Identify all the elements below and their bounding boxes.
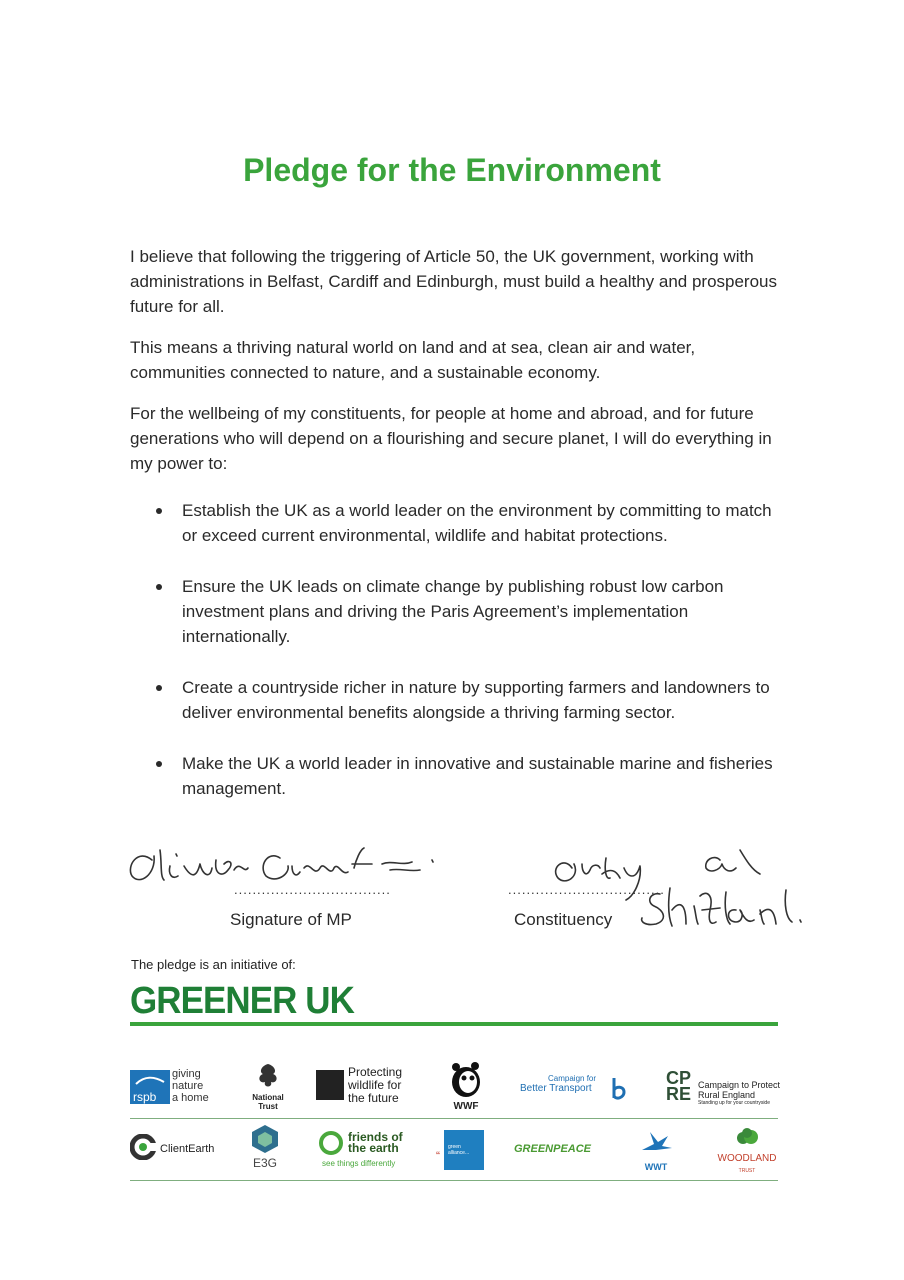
- clientearth-c-icon: [130, 1134, 156, 1160]
- cpre-abbr: RE: [666, 1084, 692, 1104]
- wildlife-trusts-line: wildlife for: [348, 1078, 402, 1092]
- wwf-logo: [446, 1060, 486, 1114]
- mp-signature-line: ..................................: [234, 882, 391, 897]
- page-title: Pledge for the Environment: [243, 152, 661, 188]
- logo-divider: [130, 1180, 778, 1181]
- better-transport-line: Campaign for: [548, 1074, 597, 1083]
- greenpeace-text: GREENPEACE: [514, 1143, 592, 1155]
- mp-signature-label: Signature of MP: [230, 910, 352, 929]
- woodland-trust-logo: [712, 1128, 782, 1174]
- cpre-line: Campaign to Protect: [698, 1080, 781, 1090]
- signature-section: [120, 830, 850, 940]
- paragraph: I believe that following the triggering of Article 50, the UK government, working with administrations in Belfast, Cardiff and Edinburgh, must build a healthy and prosperous future for all.: [130, 247, 778, 316]
- foe-line: friends of: [348, 1130, 403, 1144]
- initiative-text: The pledge is an initiative of:: [131, 957, 296, 972]
- national-trust-logo: [246, 1062, 290, 1114]
- constituency-label: Constituency: [514, 910, 613, 929]
- foe-tagline: see things differently: [322, 1159, 396, 1168]
- wildlife-trusts-logo: [316, 1066, 426, 1106]
- rspb-line: giving: [172, 1068, 201, 1080]
- tree-icon: [732, 1128, 762, 1150]
- paragraph: For the wellbeing of my constituents, for people at home and abroad, and for future generations who will depend on a flourishing and secure planet, I will do everything in my power to:: [130, 404, 772, 473]
- cpre-abbr: CP: [666, 1068, 692, 1088]
- wwt-logo: [636, 1128, 676, 1174]
- quote-icon: “: [436, 1149, 440, 1163]
- foe-circle-icon: [318, 1130, 344, 1156]
- pledge-list: [130, 498, 780, 801]
- rspb-bird-icon: [130, 1070, 170, 1104]
- constituency-line: ..................................: [508, 882, 665, 897]
- cpre-tagline: Standing up for your countryside: [698, 1100, 770, 1106]
- clientearth-logo: [130, 1134, 220, 1164]
- wwf-text: WWF: [453, 1101, 479, 1112]
- pledge-item: Create a countryside richer in nature by supporting farmers and landowners to deliver environmental benefits alongside a thriving farming sector.: [130, 675, 780, 725]
- pledge-body: [130, 244, 780, 827]
- pledge-item: Ensure the UK leads on climate change by publishing robust low carbon investment plans and driving the Paris Agreement’s implementation internationally.: [130, 574, 780, 649]
- woodland-line: TRUST: [738, 1168, 756, 1174]
- greener-uk-logo: GREENER UK: [130, 980, 354, 1022]
- wwt-text: WWT: [644, 1162, 668, 1172]
- bird-flight-icon: [638, 1128, 674, 1158]
- green-alliance-line: green: [448, 1144, 461, 1150]
- national-trust-line: Trust: [258, 1102, 278, 1111]
- e3g-text: E3G: [252, 1156, 277, 1170]
- paragraph: This means a thriving natural world on land and at sea, clean air and water, communities connected to nature, and a sustainable economy.: [130, 338, 696, 382]
- rspb-logo: [130, 1066, 230, 1110]
- friends-of-earth-logo: [318, 1130, 418, 1170]
- national-trust-line: National: [252, 1093, 284, 1102]
- rspb-line: nature: [172, 1080, 204, 1092]
- logo-divider: [130, 1118, 778, 1119]
- panda-icon: [448, 1060, 484, 1098]
- wildlife-trusts-badge-icon: [316, 1070, 344, 1100]
- foe-line: the earth: [348, 1141, 399, 1155]
- divider: [130, 1022, 778, 1026]
- green-alliance-logo: [436, 1130, 486, 1170]
- pledge-item: Establish the UK as a world leader on the environment by committing to match or exceed current environmental, wildlife and habitat protections.: [130, 498, 780, 548]
- better-transport-logo: [520, 1074, 632, 1108]
- woodland-line: WOODLAND: [717, 1153, 777, 1164]
- cpre-logo: [666, 1070, 782, 1110]
- oak-leaf-icon: [253, 1062, 283, 1090]
- green-alliance-line: alliance...: [448, 1150, 470, 1156]
- wildlife-trusts-line: Protecting: [348, 1065, 403, 1079]
- clientearth-text: ClientEarth: [160, 1143, 215, 1155]
- b-letter-icon: [610, 1076, 626, 1102]
- rspb-abbr: rspb: [133, 1090, 157, 1104]
- e3g-logo: [248, 1124, 282, 1174]
- hexagon-icon: [250, 1124, 280, 1154]
- better-transport-line: Better Transport: [520, 1083, 592, 1094]
- wildlife-trusts-line: the future: [348, 1091, 399, 1105]
- pledge-item: Make the UK a world leader in innovative and sustainable marine and fisheries management.: [130, 751, 780, 801]
- greenpeace-logo: [514, 1143, 604, 1159]
- cpre-line: Rural England: [698, 1090, 756, 1100]
- rspb-line: a home: [172, 1092, 209, 1104]
